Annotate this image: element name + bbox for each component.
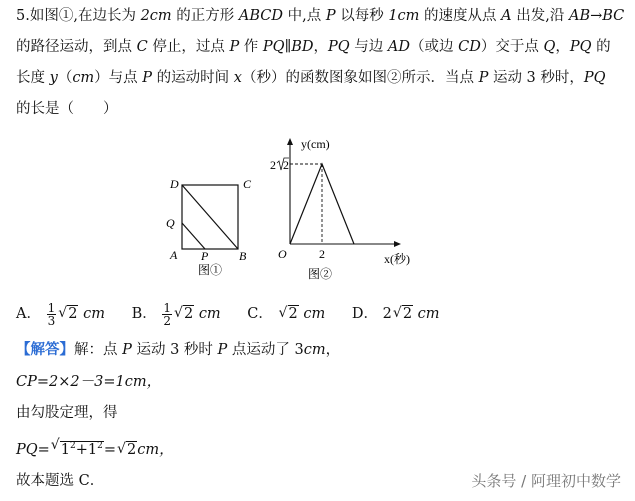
- y-axis-arrow: [287, 138, 293, 145]
- figure-1-square: [160, 170, 260, 280]
- solution-line-1: 【解答】解：点 P 运动 3 秒时 P 点运动了 3cm，: [16, 341, 341, 358]
- option-a-fraction: $\frac{1}{3}$: [47, 300, 56, 328]
- options-row: [16, 301, 462, 327]
- result-radical: √ 2: [117, 438, 137, 462]
- vertex-q: Q: [166, 216, 175, 230]
- option-b-radical: √ 2: [174, 301, 194, 327]
- vertex-b: B: [239, 249, 247, 263]
- pythagoras-radical: √ $1^2+1^2$: [51, 434, 104, 462]
- y-axis-label: y(cm): [301, 137, 330, 151]
- x-axis-label: x(秒): [384, 252, 410, 266]
- solution-line-4: PQ=√ $1^2+1^2=√$ 2cm，: [16, 434, 174, 462]
- diagonal-bd: [182, 185, 238, 249]
- problem-line-4: 的长是（ ）: [16, 101, 118, 117]
- option-d-radical: √ 2: [393, 301, 413, 327]
- solution-line-5: 故本题选 C．: [16, 473, 105, 489]
- figure-1-caption: 图①: [198, 263, 223, 277]
- option-b[interactable]: B． $\frac{1}{2}$ √ 2 cm: [132, 301, 221, 327]
- watermark: 头条号 / 阿理初中数学: [471, 472, 621, 490]
- option-b-fraction: $\frac{1}{2}$: [163, 300, 171, 328]
- vertex-c: C: [243, 177, 252, 191]
- segment-pq: [182, 223, 205, 249]
- problem-line-3: 长度 y（cm）与点 P 的运动时间 x（秒）的函数图象如图②所示．当点 P 运动 3 秒时，PQ: [16, 70, 606, 86]
- option-a[interactable]: A． $\frac{1}{3}$ √ 2 cm: [16, 301, 105, 327]
- figure-2-caption: 图②: [308, 267, 333, 281]
- x-axis-arrow: [394, 241, 401, 247]
- solution-tag: 【解答】: [16, 341, 74, 358]
- vertex-a: A: [170, 248, 178, 262]
- option-a-radical: √ 2: [58, 301, 78, 327]
- vertex-p: P: [201, 249, 209, 263]
- option-c-radical: √ 2: [279, 301, 299, 327]
- solution-line-2: CP=2×2－3=1cm，: [16, 374, 162, 390]
- problem-line-2: 的路径运动，到点 C 停止，过点 P 作 PQ∥BD，PQ 与边 AD（或边 CD）交于点 Q，PQ 的: [16, 39, 611, 55]
- origin-label: O: [278, 247, 287, 261]
- option-d[interactable]: D． 2√ 2 cm: [352, 301, 440, 327]
- y-tick-radicand: 2: [283, 158, 289, 172]
- vertex-d: D: [170, 177, 179, 191]
- x-tick-label: 2: [319, 247, 325, 261]
- figure-2-graph: [268, 132, 428, 282]
- y-tick-coef: 2: [270, 158, 276, 172]
- option-c[interactable]: C． √ 2 cm: [247, 301, 325, 327]
- problem-line-1: 5.如图①,在边长为 2cm 的正方形 ABCD 中,点 P 以每秒 1cm 的速度从点 A 出发,沿 AB→BC: [16, 8, 625, 24]
- solution-line-3: 由勾股定理，得: [16, 405, 118, 421]
